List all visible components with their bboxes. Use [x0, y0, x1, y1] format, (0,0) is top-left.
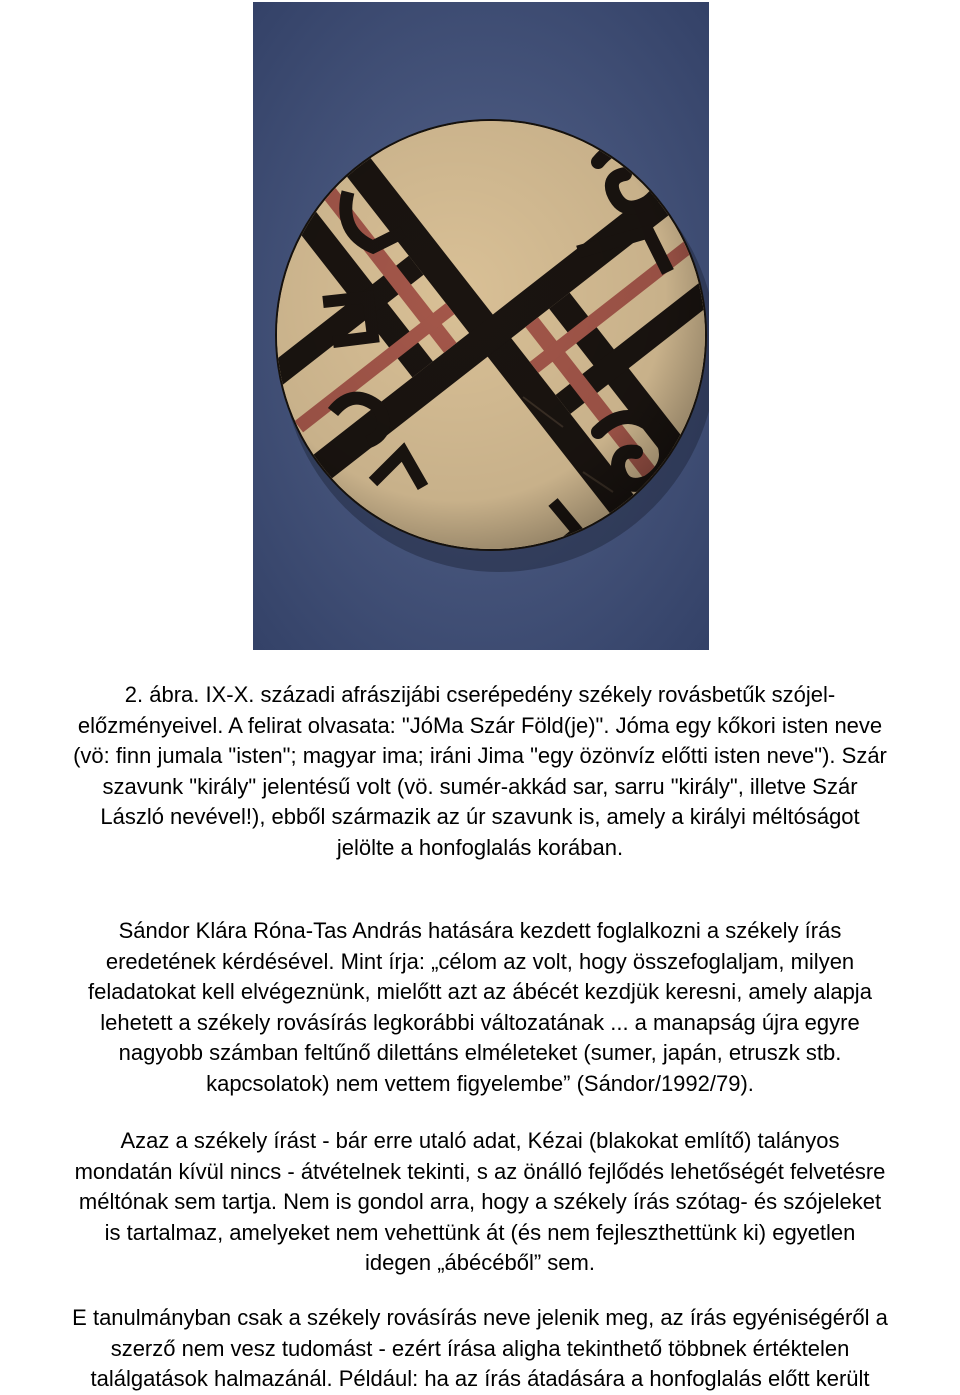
paragraph-line: is tartalmaz, amelyeket nem vehettünk át (és nem fejleszthettünk ki) egyetlen [104, 1219, 856, 1245]
paragraph-line: E tanulmányban csak a székely rovásírás neve jelenik meg, az írás egyéniségéről a [72, 1305, 888, 1330]
paragraph-line: Sándor Klára Róna-Tas András hatására kezdett foglalkozni a székely írás [118, 918, 842, 943]
caption-line: 2. ábra. IX-X. századi afrászijábi cserépedény székely rovásbetűk szójel- [124, 682, 836, 707]
paragraph-line: méltónak sem tartja. Nem is gondol arra, hogy a székely írás szótag- és szójeleket [78, 1189, 882, 1214]
caption-line: jelölte a honfoglalás korában. [336, 834, 624, 860]
paragraph-line: szerző nem vesz tudomást - ezért írása aligha tekinthető többnek értéktelen [110, 1335, 850, 1361]
paragraph-tanulmany [0, 1303, 960, 1395]
paragraph-line: kapcsolatok) nem vettem figyelembe” (Sándor/1992/79). [206, 1070, 754, 1096]
bowl-photo [253, 2, 709, 650]
paragraph-line: mondatán kívül nincs - átvételnek tekinti, s az önálló fejlődés lehetőségét felvetésre [74, 1158, 886, 1184]
paragraph-line: eredetének kérdésével. Mint írja: „célom az volt, hogy összefoglaljam, milyen [105, 948, 855, 974]
figure-caption [0, 680, 960, 863]
paragraph-line: idegen „ábécéből” sem. [365, 1250, 595, 1275]
paragraph-line: Azaz a székely írást - bár erre utaló adat, Kézai (blakokat említő) talányos [120, 1128, 840, 1153]
paragraph-line: találgatások halmazánál. Például: ha az írás átadására a honfoglalás előtt került [90, 1366, 870, 1391]
caption-line: előzményeivel. A felirat olvasata: "JóMa Szár Föld(je)". Jóma egy kőkori isten neve [77, 712, 883, 738]
painted-bowl-image [253, 2, 709, 650]
paragraph-line: lehetett a székely rovásírás legkorábbi változatának ... a manapság újra egyre [100, 1009, 860, 1035]
paragraph-szekely-iras [0, 1126, 960, 1279]
paragraph-line: feladatokat kell elvégeznünk, mielőtt azt az ábécét kezdjük keresni, amely alapja [88, 979, 872, 1004]
paragraph-line: nagyobb számban feltűnő dilettáns elméleteket (sumer, japán, etruszk stb. [118, 1040, 842, 1065]
caption-line: szavunk "király" jelentésű volt (vö. sumér-akkád sar, sarru "király", illetve Szár [102, 773, 858, 799]
caption-line: László nevével!), ebből származik az úr szavunk is, amely a királyi méltóságot [100, 804, 860, 829]
caption-line: (vö: finn jumala "isten"; magyar ima; iráni Jima "egy özönvíz előtti isten neve"). Szár [73, 743, 887, 768]
paragraph-sandor-klara [0, 916, 960, 1099]
